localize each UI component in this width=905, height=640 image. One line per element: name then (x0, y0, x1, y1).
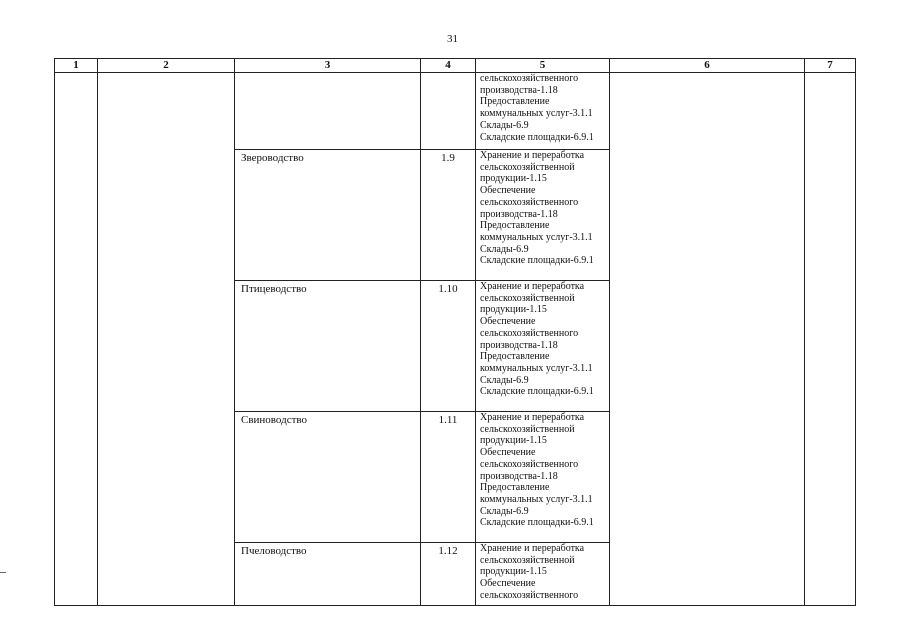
permitted-use-line: сельскохозяйственной (480, 423, 575, 435)
use-code-cell: 1.10 (421, 281, 476, 412)
permitted-use-line: коммунальных услуг-3.1.1 (480, 362, 593, 374)
use-code-cell (421, 73, 476, 150)
permitted-uses-cell (476, 543, 610, 606)
permitted-use-line: сельскохозяйственного (480, 196, 579, 208)
permitted-use-line: Складские площадки-6.9.1 (480, 255, 594, 267)
permitted-use-line: сельскохозяйственной (480, 161, 575, 173)
permitted-use-line: сельскохозяйственного (480, 327, 579, 339)
permitted-use-line: Предоставление (480, 482, 550, 494)
permitted-use-line: сельскохозяйственного (480, 458, 579, 470)
permitted-uses-cell (476, 150, 610, 281)
permitted-use-line: сельскохозяйственного (480, 73, 579, 84)
permitted-use-line: производства-1.18 (480, 339, 558, 351)
permitted-use-line: Склады-6.9 (480, 243, 529, 255)
use-name-cell: Звероводство (235, 150, 421, 281)
permitted-use-line: Склады-6.9 (480, 505, 529, 517)
use-name-cell: Свиноводство (235, 412, 421, 543)
permitted-uses-cell (476, 412, 610, 543)
permitted-uses-cell (476, 281, 610, 412)
permitted-use-line: производства-1.18 (480, 208, 558, 220)
permitted-use-line: Хранение и переработка (480, 412, 585, 423)
permitted-use-line: Предоставление (480, 351, 550, 363)
use-name-cell (235, 73, 421, 150)
permitted-use-line: продукции-1.15 (480, 173, 547, 185)
permitted-use-line: Складские площадки-6.9.1 (480, 131, 594, 143)
header-col-7: 7 (805, 59, 856, 73)
permitted-use-line: продукции-1.15 (480, 304, 547, 316)
page-number: 31 (447, 33, 458, 45)
permitted-use-line: Обеспечение (480, 578, 536, 590)
permitted-use-line: Хранение и переработка (480, 543, 585, 554)
header-col-5: 5 (476, 59, 610, 73)
permitted-use-line: Обеспечение (480, 447, 536, 459)
permitted-use-line: коммунальных услуг-3.1.1 (480, 493, 593, 505)
permitted-use-line: производства-1.18 (480, 470, 558, 482)
permitted-use-line: Склады-6.9 (480, 119, 529, 131)
col-2-cell (98, 73, 235, 606)
permitted-use-line: Хранение и переработка (480, 281, 585, 292)
permitted-use-line: Складские площадки-6.9.1 (480, 386, 594, 398)
scan-mark (0, 572, 6, 573)
permitted-use-line: Предоставление (480, 96, 550, 108)
col-6-cell (610, 73, 805, 606)
permitted-use-line: сельскохозяйственной (480, 292, 575, 304)
col-1-cell (55, 73, 98, 606)
land-use-table (54, 58, 856, 606)
use-code-cell: 1.11 (421, 412, 476, 543)
permitted-use-line: Предоставление (480, 220, 550, 232)
header-col-3: 3 (235, 59, 421, 73)
permitted-use-line: сельскохозяйственной (480, 554, 575, 566)
permitted-use-line: производства-1.18 (480, 84, 558, 96)
use-code-cell: 1.9 (421, 150, 476, 281)
permitted-use-line: коммунальных услуг-3.1.1 (480, 231, 593, 243)
header-col-2: 2 (98, 59, 235, 73)
use-code-cell: 1.12 (421, 543, 476, 606)
header-col-4: 4 (421, 59, 476, 73)
permitted-use-line: сельскохозяйственного (480, 589, 579, 601)
header-col-1: 1 (55, 59, 98, 73)
permitted-use-line: Складские площадки-6.9.1 (480, 517, 594, 529)
table-row (55, 73, 856, 150)
permitted-use-line: продукции-1.15 (480, 435, 547, 447)
permitted-use-line: Хранение и переработка (480, 150, 585, 161)
permitted-use-line: продукции-1.15 (480, 566, 547, 578)
permitted-use-line: коммунальных услуг-3.1.1 (480, 108, 593, 120)
col-7-cell (805, 73, 856, 606)
permitted-use-line: Склады-6.9 (480, 374, 529, 386)
use-name-cell: Птицеводство (235, 281, 421, 412)
permitted-uses-cell (476, 73, 610, 150)
permitted-use-line: Обеспечение (480, 316, 536, 328)
use-name-cell: Пчеловодство (235, 543, 421, 606)
permitted-use-line: Обеспечение (480, 185, 536, 197)
header-col-6: 6 (610, 59, 805, 73)
header-row (55, 59, 856, 73)
